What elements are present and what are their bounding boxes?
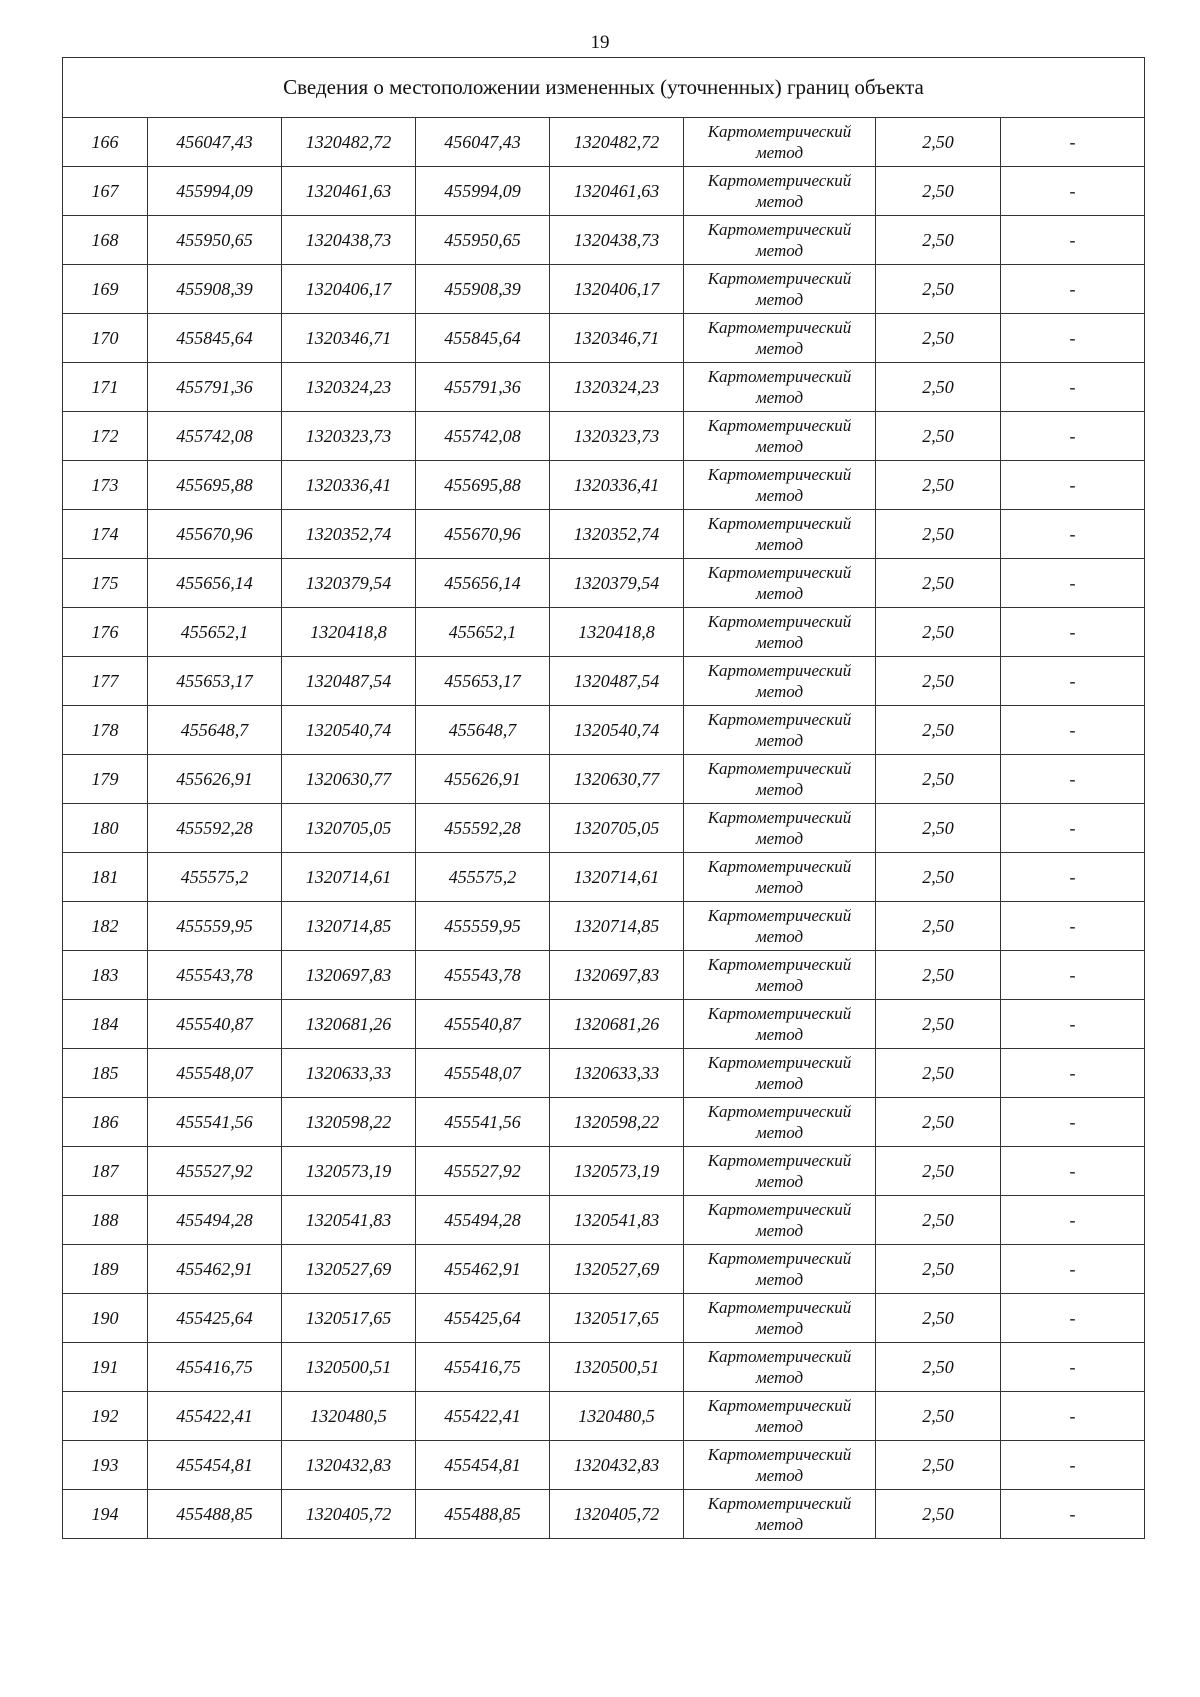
cell-method: Картометрический метод <box>684 902 876 951</box>
cell-method: Картометрический метод <box>684 1147 876 1196</box>
cell-point-number: 177 <box>63 657 148 706</box>
cell-x-new: 455626,91 <box>416 755 550 804</box>
cell-accuracy: 2,50 <box>876 1000 1001 1049</box>
table-row <box>63 1147 1145 1196</box>
cell-accuracy: 2,50 <box>876 363 1001 412</box>
cell-point-number: 188 <box>63 1196 148 1245</box>
table-row <box>63 608 1145 657</box>
cell-accuracy: 2,50 <box>876 706 1001 755</box>
cell-accuracy: 2,50 <box>876 804 1001 853</box>
cell-y-new: 1320352,74 <box>550 510 684 559</box>
cell-x-new: 455416,75 <box>416 1343 550 1392</box>
cell-x-existing: 455425,64 <box>148 1294 282 1343</box>
cell-y-existing: 1320352,74 <box>282 510 416 559</box>
cell-method: Картометрический метод <box>684 706 876 755</box>
cell-description: - <box>1001 1490 1145 1539</box>
cell-description: - <box>1001 118 1145 167</box>
table-row <box>63 1392 1145 1441</box>
cell-y-new: 1320714,85 <box>550 902 684 951</box>
cell-point-number: 179 <box>63 755 148 804</box>
table-row <box>63 510 1145 559</box>
cell-method: Картометрический метод <box>684 118 876 167</box>
cell-description: - <box>1001 902 1145 951</box>
cell-method: Картометрический метод <box>684 1000 876 1049</box>
cell-x-existing: 455742,08 <box>148 412 282 461</box>
cell-x-existing: 455670,96 <box>148 510 282 559</box>
cell-y-new: 1320418,8 <box>550 608 684 657</box>
cell-description: - <box>1001 559 1145 608</box>
cell-x-new: 455791,36 <box>416 363 550 412</box>
cell-y-existing: 1320527,69 <box>282 1245 416 1294</box>
cell-y-existing: 1320517,65 <box>282 1294 416 1343</box>
table-row <box>63 216 1145 265</box>
cell-description: - <box>1001 951 1145 1000</box>
cell-x-existing: 455791,36 <box>148 363 282 412</box>
cell-y-new: 1320697,83 <box>550 951 684 1000</box>
cell-x-new: 455652,1 <box>416 608 550 657</box>
page-number: 19 <box>590 32 610 53</box>
cell-y-new: 1320540,74 <box>550 706 684 755</box>
cell-x-existing: 455908,39 <box>148 265 282 314</box>
cell-point-number: 189 <box>63 1245 148 1294</box>
cell-y-existing: 1320336,41 <box>282 461 416 510</box>
cell-x-new: 455575,2 <box>416 853 550 902</box>
cell-point-number: 175 <box>63 559 148 608</box>
cell-method: Картометрический метод <box>684 755 876 804</box>
cell-x-existing: 455494,28 <box>148 1196 282 1245</box>
cell-x-existing: 455626,91 <box>148 755 282 804</box>
cell-accuracy: 2,50 <box>876 1343 1001 1392</box>
cell-y-new: 1320633,33 <box>550 1049 684 1098</box>
table-row <box>63 412 1145 461</box>
cell-accuracy: 2,50 <box>876 216 1001 265</box>
table-row <box>63 461 1145 510</box>
cell-description: - <box>1001 265 1145 314</box>
table-row <box>63 853 1145 902</box>
cell-x-existing: 455454,81 <box>148 1441 282 1490</box>
cell-y-new: 1320323,73 <box>550 412 684 461</box>
cell-point-number: 185 <box>63 1049 148 1098</box>
table-row <box>63 1049 1145 1098</box>
cell-description: - <box>1001 1049 1145 1098</box>
table-row <box>63 363 1145 412</box>
cell-method: Картометрический метод <box>684 412 876 461</box>
cell-x-existing: 455575,2 <box>148 853 282 902</box>
cell-accuracy: 2,50 <box>876 412 1001 461</box>
cell-point-number: 176 <box>63 608 148 657</box>
cell-description: - <box>1001 1441 1145 1490</box>
cell-y-new: 1320324,23 <box>550 363 684 412</box>
table-row <box>63 1098 1145 1147</box>
cell-description: - <box>1001 1245 1145 1294</box>
cell-method: Картометрический метод <box>684 559 876 608</box>
cell-point-number: 173 <box>63 461 148 510</box>
cell-y-new: 1320500,51 <box>550 1343 684 1392</box>
cell-description: - <box>1001 363 1145 412</box>
cell-accuracy: 2,50 <box>876 608 1001 657</box>
cell-x-new: 456047,43 <box>416 118 550 167</box>
cell-method: Картометрический метод <box>684 363 876 412</box>
table-row <box>63 657 1145 706</box>
cell-point-number: 166 <box>63 118 148 167</box>
cell-y-existing: 1320379,54 <box>282 559 416 608</box>
cell-method: Картометрический метод <box>684 265 876 314</box>
cell-x-new: 455540,87 <box>416 1000 550 1049</box>
cell-x-existing: 455543,78 <box>148 951 282 1000</box>
cell-description: - <box>1001 314 1145 363</box>
cell-y-new: 1320346,71 <box>550 314 684 363</box>
cell-method: Картометрический метод <box>684 657 876 706</box>
cell-method: Картометрический метод <box>684 1490 876 1539</box>
cell-y-new: 1320438,73 <box>550 216 684 265</box>
cell-method: Картометрический метод <box>684 510 876 559</box>
cell-y-existing: 1320573,19 <box>282 1147 416 1196</box>
cell-description: - <box>1001 510 1145 559</box>
cell-description: - <box>1001 216 1145 265</box>
cell-y-new: 1320714,61 <box>550 853 684 902</box>
table-row <box>63 804 1145 853</box>
cell-x-new: 455543,78 <box>416 951 550 1000</box>
cell-x-new: 455559,95 <box>416 902 550 951</box>
cell-point-number: 187 <box>63 1147 148 1196</box>
cell-x-existing: 455994,09 <box>148 167 282 216</box>
cell-y-new: 1320517,65 <box>550 1294 684 1343</box>
cell-x-new: 455425,64 <box>416 1294 550 1343</box>
cell-x-new: 455994,09 <box>416 167 550 216</box>
cell-point-number: 178 <box>63 706 148 755</box>
cell-y-new: 1320487,54 <box>550 657 684 706</box>
cell-accuracy: 2,50 <box>876 657 1001 706</box>
cell-accuracy: 2,50 <box>876 1147 1001 1196</box>
table-row <box>63 314 1145 363</box>
cell-method: Картометрический метод <box>684 1245 876 1294</box>
cell-x-new: 455695,88 <box>416 461 550 510</box>
cell-x-existing: 455845,64 <box>148 314 282 363</box>
table-row <box>63 706 1145 755</box>
cell-y-new: 1320705,05 <box>550 804 684 853</box>
cell-accuracy: 2,50 <box>876 1392 1001 1441</box>
cell-x-new: 455422,41 <box>416 1392 550 1441</box>
cell-description: - <box>1001 167 1145 216</box>
cell-y-existing: 1320633,33 <box>282 1049 416 1098</box>
cell-y-new: 1320482,72 <box>550 118 684 167</box>
cell-x-new: 455908,39 <box>416 265 550 314</box>
table-row <box>63 902 1145 951</box>
cell-y-existing: 1320598,22 <box>282 1098 416 1147</box>
cell-y-new: 1320573,19 <box>550 1147 684 1196</box>
cell-y-existing: 1320541,83 <box>282 1196 416 1245</box>
cell-accuracy: 2,50 <box>876 118 1001 167</box>
cell-accuracy: 2,50 <box>876 510 1001 559</box>
cell-point-number: 184 <box>63 1000 148 1049</box>
cell-x-existing: 455648,7 <box>148 706 282 755</box>
cell-accuracy: 2,50 <box>876 314 1001 363</box>
cell-description: - <box>1001 1392 1145 1441</box>
cell-x-existing: 455416,75 <box>148 1343 282 1392</box>
cell-accuracy: 2,50 <box>876 1098 1001 1147</box>
cell-x-existing: 455695,88 <box>148 461 282 510</box>
table-row <box>63 118 1145 167</box>
cell-x-existing: 455652,1 <box>148 608 282 657</box>
cell-y-existing: 1320324,23 <box>282 363 416 412</box>
cell-point-number: 170 <box>63 314 148 363</box>
cell-x-new: 455656,14 <box>416 559 550 608</box>
cell-description: - <box>1001 1196 1145 1245</box>
table-row <box>63 1441 1145 1490</box>
cell-y-existing: 1320346,71 <box>282 314 416 363</box>
cell-point-number: 171 <box>63 363 148 412</box>
cell-accuracy: 2,50 <box>876 265 1001 314</box>
cell-description: - <box>1001 804 1145 853</box>
cell-description: - <box>1001 1000 1145 1049</box>
cell-point-number: 181 <box>63 853 148 902</box>
cell-description: - <box>1001 461 1145 510</box>
cell-point-number: 194 <box>63 1490 148 1539</box>
cell-y-new: 1320480,5 <box>550 1392 684 1441</box>
cell-x-existing: 455950,65 <box>148 216 282 265</box>
table-title: Сведения о местоположении измененных (уточненных) границ объекта <box>63 58 1145 118</box>
table-row <box>63 1490 1145 1539</box>
table-row <box>63 951 1145 1000</box>
cell-y-new: 1320681,26 <box>550 1000 684 1049</box>
cell-x-new: 455541,56 <box>416 1098 550 1147</box>
cell-description: - <box>1001 706 1145 755</box>
cell-y-existing: 1320432,83 <box>282 1441 416 1490</box>
cell-x-new: 455742,08 <box>416 412 550 461</box>
cell-x-new: 455527,92 <box>416 1147 550 1196</box>
cell-description: - <box>1001 412 1145 461</box>
cell-x-existing: 455422,41 <box>148 1392 282 1441</box>
table-row <box>63 1000 1145 1049</box>
cell-accuracy: 2,50 <box>876 461 1001 510</box>
cell-y-new: 1320406,17 <box>550 265 684 314</box>
cell-point-number: 169 <box>63 265 148 314</box>
table-row <box>63 559 1145 608</box>
cell-y-new: 1320379,54 <box>550 559 684 608</box>
cell-x-existing: 456047,43 <box>148 118 282 167</box>
cell-y-new: 1320432,83 <box>550 1441 684 1490</box>
boundary-coordinates-table <box>62 57 1145 1539</box>
cell-point-number: 172 <box>63 412 148 461</box>
cell-x-existing: 455548,07 <box>148 1049 282 1098</box>
table-row <box>63 1343 1145 1392</box>
cell-method: Картометрический метод <box>684 1098 876 1147</box>
cell-accuracy: 2,50 <box>876 1245 1001 1294</box>
table-row <box>63 167 1145 216</box>
cell-description: - <box>1001 657 1145 706</box>
cell-description: - <box>1001 608 1145 657</box>
cell-x-existing: 455656,14 <box>148 559 282 608</box>
cell-x-existing: 455653,17 <box>148 657 282 706</box>
cell-description: - <box>1001 853 1145 902</box>
cell-accuracy: 2,50 <box>876 1049 1001 1098</box>
cell-y-new: 1320405,72 <box>550 1490 684 1539</box>
cell-x-existing: 455559,95 <box>148 902 282 951</box>
cell-y-existing: 1320487,54 <box>282 657 416 706</box>
cell-accuracy: 2,50 <box>876 1196 1001 1245</box>
cell-point-number: 168 <box>63 216 148 265</box>
cell-x-existing: 455488,85 <box>148 1490 282 1539</box>
cell-point-number: 182 <box>63 902 148 951</box>
table-row <box>63 1245 1145 1294</box>
cell-point-number: 186 <box>63 1098 148 1147</box>
cell-y-existing: 1320714,85 <box>282 902 416 951</box>
table-row <box>63 1196 1145 1245</box>
cell-x-new: 455592,28 <box>416 804 550 853</box>
cell-x-new: 455494,28 <box>416 1196 550 1245</box>
table-row <box>63 755 1145 804</box>
cell-x-existing: 455527,92 <box>148 1147 282 1196</box>
table-row <box>63 265 1145 314</box>
cell-y-new: 1320336,41 <box>550 461 684 510</box>
cell-x-new: 455648,7 <box>416 706 550 755</box>
cell-y-existing: 1320438,73 <box>282 216 416 265</box>
cell-method: Картометрический метод <box>684 314 876 363</box>
cell-accuracy: 2,50 <box>876 1294 1001 1343</box>
cell-x-new: 455670,96 <box>416 510 550 559</box>
cell-method: Картометрический метод <box>684 1343 876 1392</box>
cell-accuracy: 2,50 <box>876 755 1001 804</box>
cell-accuracy: 2,50 <box>876 902 1001 951</box>
cell-y-existing: 1320697,83 <box>282 951 416 1000</box>
cell-x-new: 455454,81 <box>416 1441 550 1490</box>
cell-accuracy: 2,50 <box>876 167 1001 216</box>
cell-x-existing: 455540,87 <box>148 1000 282 1049</box>
cell-y-existing: 1320714,61 <box>282 853 416 902</box>
cell-method: Картометрический метод <box>684 167 876 216</box>
cell-method: Картометрический метод <box>684 461 876 510</box>
cell-method: Картометрический метод <box>684 1196 876 1245</box>
cell-x-new: 455653,17 <box>416 657 550 706</box>
cell-y-existing: 1320406,17 <box>282 265 416 314</box>
cell-description: - <box>1001 1343 1145 1392</box>
cell-x-existing: 455592,28 <box>148 804 282 853</box>
cell-accuracy: 2,50 <box>876 853 1001 902</box>
cell-y-existing: 1320418,8 <box>282 608 416 657</box>
cell-point-number: 191 <box>63 1343 148 1392</box>
cell-description: - <box>1001 1098 1145 1147</box>
cell-point-number: 192 <box>63 1392 148 1441</box>
cell-y-new: 1320598,22 <box>550 1098 684 1147</box>
cell-point-number: 180 <box>63 804 148 853</box>
cell-method: Картометрический метод <box>684 1392 876 1441</box>
cell-method: Картометрический метод <box>684 951 876 1000</box>
cell-accuracy: 2,50 <box>876 1490 1001 1539</box>
cell-method: Картометрический метод <box>684 804 876 853</box>
cell-y-existing: 1320681,26 <box>282 1000 416 1049</box>
cell-description: - <box>1001 755 1145 804</box>
cell-y-new: 1320541,83 <box>550 1196 684 1245</box>
cell-method: Картометрический метод <box>684 1441 876 1490</box>
cell-point-number: 183 <box>63 951 148 1000</box>
cell-description: - <box>1001 1294 1145 1343</box>
cell-y-existing: 1320630,77 <box>282 755 416 804</box>
cell-method: Картометрический метод <box>684 608 876 657</box>
cell-point-number: 174 <box>63 510 148 559</box>
table-title-row <box>63 58 1145 118</box>
cell-accuracy: 2,50 <box>876 951 1001 1000</box>
cell-x-new: 455548,07 <box>416 1049 550 1098</box>
cell-x-existing: 455462,91 <box>148 1245 282 1294</box>
cell-method: Картометрический метод <box>684 1294 876 1343</box>
cell-x-new: 455462,91 <box>416 1245 550 1294</box>
cell-x-new: 455950,65 <box>416 216 550 265</box>
cell-y-existing: 1320405,72 <box>282 1490 416 1539</box>
cell-x-new: 455845,64 <box>416 314 550 363</box>
cell-accuracy: 2,50 <box>876 1441 1001 1490</box>
cell-x-new: 455488,85 <box>416 1490 550 1539</box>
cell-y-existing: 1320500,51 <box>282 1343 416 1392</box>
cell-accuracy: 2,50 <box>876 559 1001 608</box>
cell-point-number: 167 <box>63 167 148 216</box>
cell-method: Картометрический метод <box>684 853 876 902</box>
cell-y-existing: 1320480,5 <box>282 1392 416 1441</box>
cell-x-existing: 455541,56 <box>148 1098 282 1147</box>
table-row <box>63 1294 1145 1343</box>
cell-y-existing: 1320540,74 <box>282 706 416 755</box>
cell-point-number: 193 <box>63 1441 148 1490</box>
cell-description: - <box>1001 1147 1145 1196</box>
cell-y-existing: 1320323,73 <box>282 412 416 461</box>
cell-y-new: 1320527,69 <box>550 1245 684 1294</box>
cell-y-existing: 1320705,05 <box>282 804 416 853</box>
cell-y-new: 1320630,77 <box>550 755 684 804</box>
cell-point-number: 190 <box>63 1294 148 1343</box>
cell-y-new: 1320461,63 <box>550 167 684 216</box>
cell-method: Картометрический метод <box>684 1049 876 1098</box>
cell-y-existing: 1320461,63 <box>282 167 416 216</box>
cell-method: Картометрический метод <box>684 216 876 265</box>
cell-y-existing: 1320482,72 <box>282 118 416 167</box>
